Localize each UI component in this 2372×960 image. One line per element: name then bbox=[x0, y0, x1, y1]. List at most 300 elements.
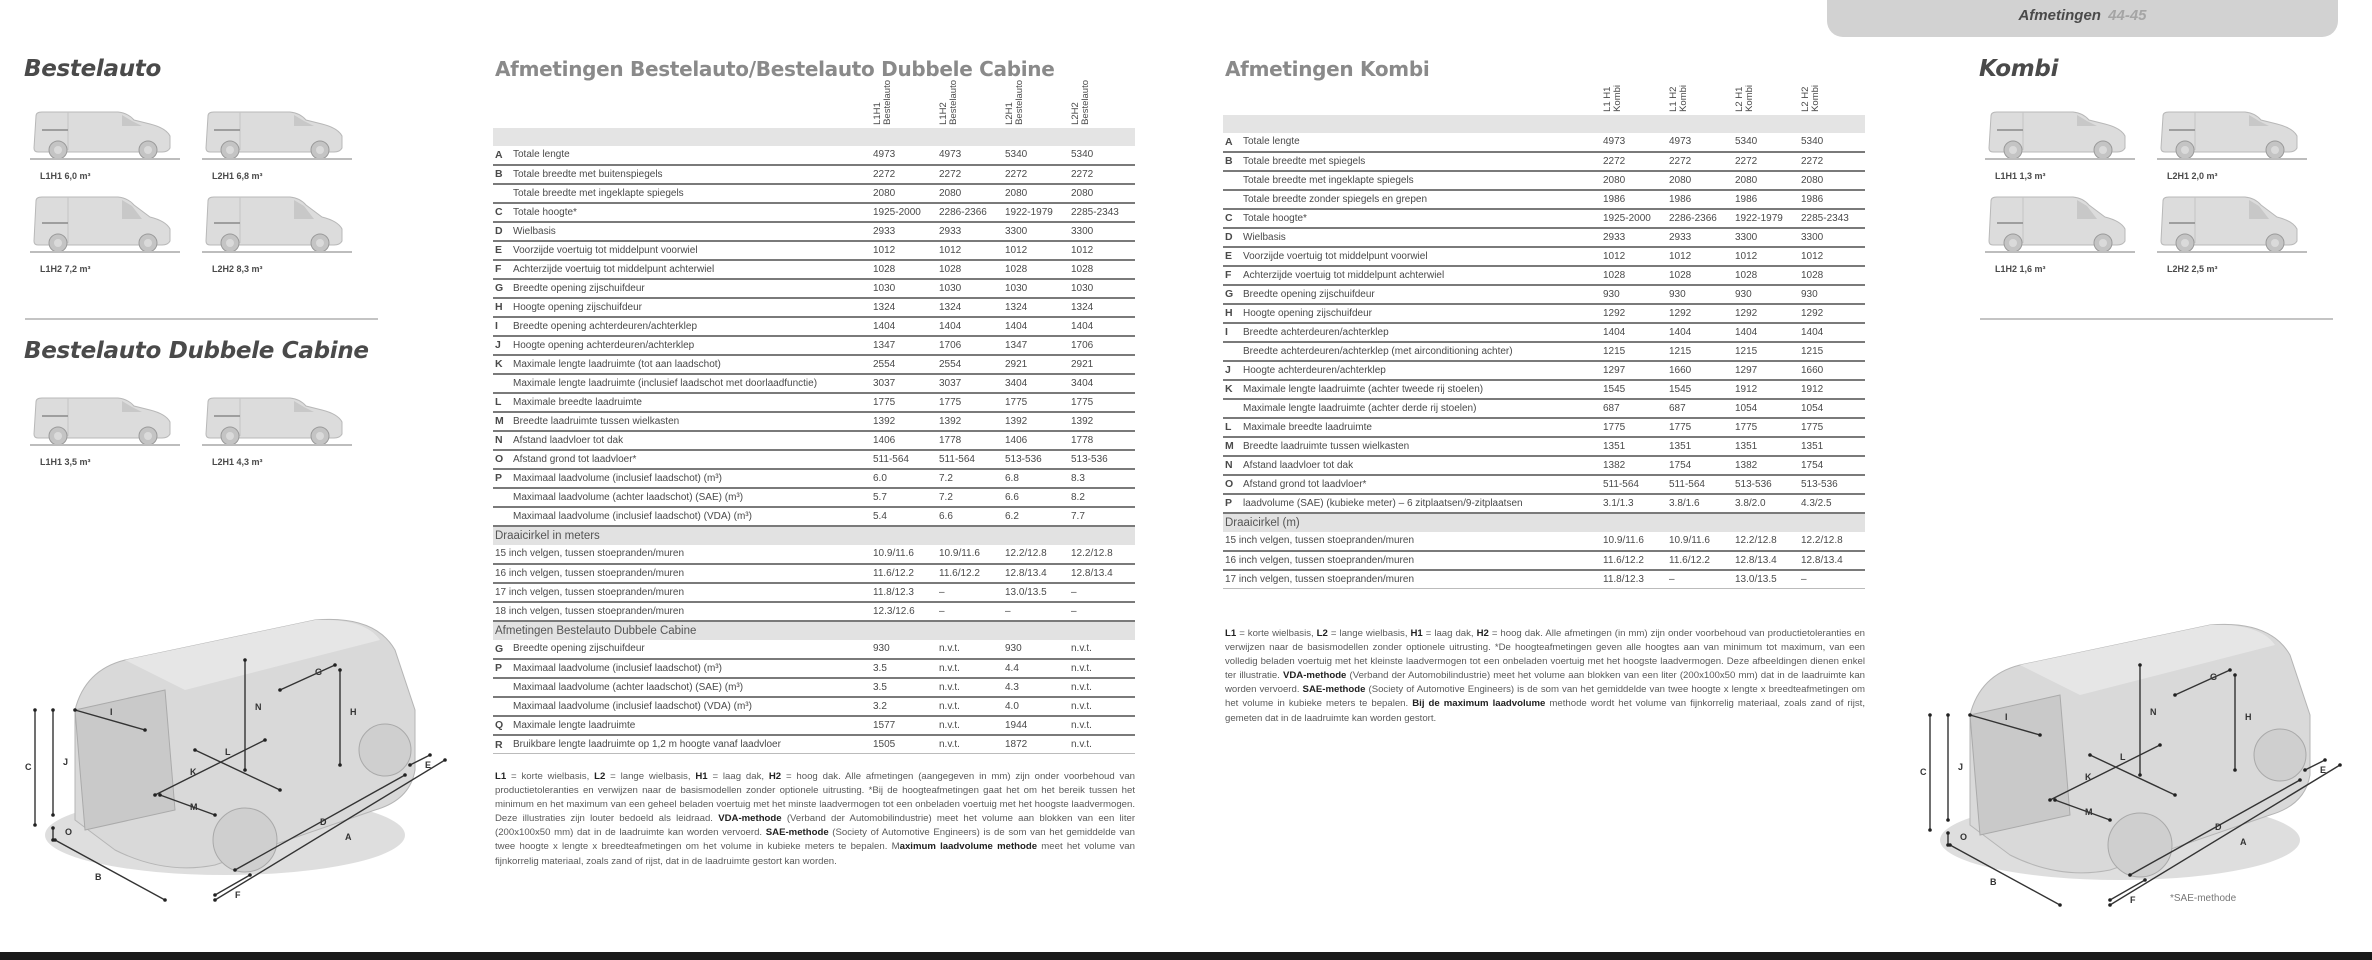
dimension-label: E bbox=[425, 760, 432, 770]
table-row bbox=[1223, 209, 1865, 228]
row-value: 1577 bbox=[871, 716, 937, 735]
row-value: 1324 bbox=[1003, 298, 1069, 317]
row-value: 11.8/12.3 bbox=[871, 583, 937, 602]
row-value: 1030 bbox=[1003, 279, 1069, 298]
row-label: Voorzijde voertuig tot middelpunt voorwiel bbox=[1241, 247, 1601, 266]
bestelauto-footnote bbox=[495, 770, 1135, 869]
table-row bbox=[1223, 380, 1865, 399]
row-value: n.v.t. bbox=[1069, 659, 1135, 678]
row-value: 3.5 bbox=[871, 659, 937, 678]
van-label: L1H1 3,5 m³ bbox=[40, 457, 91, 467]
dimension-arrow bbox=[2298, 778, 2302, 782]
row-code: Q bbox=[493, 716, 511, 735]
row-value: 930 bbox=[1733, 285, 1799, 304]
table-row bbox=[1223, 323, 1865, 342]
dimension-arrow bbox=[243, 658, 247, 662]
row-value: 1404 bbox=[1799, 323, 1865, 342]
footnote-text: = korte wielbasis, bbox=[1236, 628, 1317, 639]
row-label: Hoogte achterdeuren/achterklep bbox=[1241, 361, 1601, 380]
bestelauto-van-grid bbox=[30, 100, 372, 274]
row-value: 1775 bbox=[1069, 393, 1135, 412]
dimension-arrow bbox=[2233, 768, 2237, 772]
dimension-arrow bbox=[213, 893, 217, 897]
row-label: Totale breedte met ingeklapte spiegels bbox=[511, 184, 871, 203]
table-row bbox=[493, 640, 1135, 659]
row-value: 1351 bbox=[1799, 437, 1865, 456]
row-code: O bbox=[1223, 475, 1241, 494]
van-illustration bbox=[1985, 193, 2135, 255]
row-label: Maximale lengte laadruimte (tot aan laadschot) bbox=[511, 355, 871, 374]
row-value: 6.0 bbox=[871, 469, 937, 488]
table-row bbox=[1223, 133, 1865, 152]
van-card bbox=[202, 193, 372, 274]
dimension-arrow bbox=[2338, 763, 2342, 767]
van-hub bbox=[144, 146, 152, 154]
dimension-arrow bbox=[2138, 663, 2142, 667]
row-value: 4973 bbox=[1601, 133, 1667, 152]
row-value: 2272 bbox=[1799, 152, 1865, 171]
row-value: 1030 bbox=[937, 279, 1003, 298]
row-value: 930 bbox=[1799, 285, 1865, 304]
table-row bbox=[493, 298, 1135, 317]
dimension-arrow bbox=[443, 758, 447, 762]
row-value: n.v.t. bbox=[1069, 735, 1135, 754]
row-label: Wielbasis bbox=[511, 222, 871, 241]
dimension-arrow bbox=[2138, 773, 2142, 777]
table-row bbox=[493, 393, 1135, 412]
van-illustration bbox=[2157, 193, 2307, 255]
footnote-term: L1 bbox=[1225, 628, 1237, 639]
dimension-arrow bbox=[403, 773, 407, 777]
row-value: n.v.t. bbox=[1069, 716, 1135, 735]
row-value: 11.6/12.2 bbox=[871, 564, 937, 583]
row-value: 1054 bbox=[1799, 399, 1865, 418]
table-row bbox=[493, 184, 1135, 203]
row-code bbox=[1223, 171, 1241, 190]
row-code: J bbox=[493, 336, 511, 355]
row-code: G bbox=[493, 640, 511, 659]
row-value: 12.8/13.4 bbox=[1733, 551, 1799, 570]
dimension-arrow bbox=[143, 728, 147, 732]
row-code: O bbox=[493, 450, 511, 469]
row-value: 2272 bbox=[1733, 152, 1799, 171]
row-label: Afstand laadvloer tot dak bbox=[511, 431, 871, 450]
row-value: 2933 bbox=[1667, 228, 1733, 247]
row-label: Breedte laadruimte tussen wielkasten bbox=[511, 412, 871, 431]
row-value: 3.2 bbox=[871, 697, 937, 716]
row-label: Maximale lengte laadruimte (inclusief laadschot met doorlaadfunctie) bbox=[511, 374, 871, 393]
row-value: 3404 bbox=[1069, 374, 1135, 393]
dimension-label: M bbox=[190, 802, 198, 812]
section-divider bbox=[1980, 318, 2333, 320]
row-value: 1925-2000 bbox=[1601, 209, 1667, 228]
row-value: 1351 bbox=[1667, 437, 1733, 456]
dimension-arrow bbox=[338, 763, 342, 767]
dimension-label: N bbox=[2150, 707, 2157, 717]
dimension-arrow bbox=[33, 708, 37, 712]
row-label: Maximale lengte laadruimte bbox=[511, 716, 871, 735]
row-value: – bbox=[1799, 570, 1865, 589]
row-label: Wielbasis bbox=[1241, 228, 1601, 247]
row-value: 7.7 bbox=[1069, 507, 1135, 526]
dubbele-cabine-van-grid bbox=[30, 386, 372, 467]
row-value: 1028 bbox=[1667, 266, 1733, 285]
van-hub bbox=[2181, 146, 2189, 154]
table-row bbox=[1223, 456, 1865, 475]
row-value: 2272 bbox=[1601, 152, 1667, 171]
row-value: 1775 bbox=[1601, 418, 1667, 437]
row-label: Hoogte opening achterdeuren/achterklep bbox=[511, 336, 871, 355]
van-hub bbox=[226, 432, 234, 440]
table-row bbox=[493, 355, 1135, 374]
row-value: 1215 bbox=[1799, 342, 1865, 361]
row-value: 1012 bbox=[1799, 247, 1865, 266]
row-value: 10.9/11.6 bbox=[937, 545, 1003, 564]
dimension-arrow bbox=[333, 663, 337, 667]
table-row bbox=[1223, 437, 1865, 456]
footnote-text: methode wordt het volume van fijnkorrelig materiaal, zoals zand of rijst, gemeten dat in de laadruimte kan worden gestort. bbox=[1225, 698, 1865, 724]
row-label: 17 inch velgen, tussen stoepranden/muren bbox=[493, 583, 871, 602]
row-value: 12.2/12.8 bbox=[1003, 545, 1069, 564]
dimension-label: C bbox=[25, 762, 32, 772]
row-value: 2080 bbox=[1601, 171, 1667, 190]
dimension-arrow bbox=[33, 823, 37, 827]
row-label: Hoogte opening zijschuifdeur bbox=[511, 298, 871, 317]
row-value: 1404 bbox=[871, 317, 937, 336]
table-row bbox=[493, 165, 1135, 184]
row-value: 2921 bbox=[1069, 355, 1135, 374]
van-hub bbox=[316, 432, 324, 440]
table-row bbox=[1223, 228, 1865, 247]
dimension-arrow bbox=[233, 868, 237, 872]
van-hub bbox=[2271, 146, 2279, 154]
row-value: 8.3 bbox=[1069, 469, 1135, 488]
row-value: 1404 bbox=[1601, 323, 1667, 342]
header-page-numbers: 44-45 bbox=[2108, 7, 2147, 24]
column-header-label: L1H2 Bestelauto bbox=[938, 80, 959, 125]
table-row bbox=[1223, 190, 1865, 209]
row-value: 2921 bbox=[1003, 355, 1069, 374]
table-row bbox=[1223, 171, 1865, 190]
dimension-label: A bbox=[2240, 837, 2247, 847]
bestelauto-table-title: Afmetingen Bestelauto/Bestelauto Dubbele Cabine bbox=[495, 57, 1055, 81]
section-divider bbox=[25, 318, 378, 320]
row-value: 12.3/12.6 bbox=[871, 602, 937, 621]
table-row bbox=[493, 317, 1135, 336]
dimension-arrow bbox=[2128, 873, 2132, 877]
row-label: Maximaal laadvolume (inclusief laadschot) (m³) bbox=[511, 469, 871, 488]
footnote-text: (Verband der Automobilindustrie) meet het volume aan blokken van een liter (200x100x50 mm) dat in de laadruimte kan worden vervoerd. bbox=[495, 813, 1136, 839]
dimension-arrow bbox=[1946, 818, 1950, 822]
table-row bbox=[493, 222, 1135, 241]
row-value: 5.7 bbox=[871, 488, 937, 507]
row-value: 7.2 bbox=[937, 488, 1003, 507]
dimension-arrow bbox=[243, 768, 247, 772]
footnote-text: = korte wielbasis, bbox=[506, 771, 595, 782]
dimension-arrow bbox=[2108, 903, 2112, 907]
dimension-label: J bbox=[1958, 762, 1964, 772]
row-value: 1660 bbox=[1667, 361, 1733, 380]
dimension-label: J bbox=[63, 757, 69, 767]
kombi-table-title: Afmetingen Kombi bbox=[1225, 57, 1430, 81]
header-band bbox=[493, 128, 1135, 146]
row-label: 16 inch velgen, tussen stoepranden/muren bbox=[1223, 551, 1601, 570]
table-header-row bbox=[493, 80, 1135, 128]
row-value: 3300 bbox=[1733, 228, 1799, 247]
row-value: 4.3 bbox=[1003, 678, 1069, 697]
footnote-text: (Society of Automotive Engineers) is de som van het gemiddelde van twee hoogte x lengte x breedteafmetingen om het volume in kubieke meters te bepalen. bbox=[1225, 684, 1865, 710]
sae-method-note: *SAE-methode bbox=[2170, 893, 2237, 904]
table-row bbox=[1223, 418, 1865, 437]
van-hub bbox=[316, 146, 324, 154]
dimension-label: F bbox=[2130, 895, 2136, 905]
row-value: 1922-1979 bbox=[1733, 209, 1799, 228]
row-label: Totale hoogte* bbox=[511, 203, 871, 222]
row-value: 2080 bbox=[1003, 184, 1069, 203]
dimension-label: D bbox=[320, 817, 327, 827]
row-value: 6.6 bbox=[937, 507, 1003, 526]
row-code: E bbox=[493, 241, 511, 260]
row-value: 2080 bbox=[937, 184, 1003, 203]
dimension-line-f bbox=[2110, 880, 2145, 900]
dimension-arrow bbox=[51, 813, 55, 817]
table-row bbox=[493, 450, 1135, 469]
row-value: 511-564 bbox=[1667, 475, 1733, 494]
row-value: 1778 bbox=[1069, 431, 1135, 450]
row-value: 1351 bbox=[1601, 437, 1667, 456]
dimension-arrow bbox=[1928, 828, 1932, 832]
footnote-text: = laag dak, bbox=[707, 771, 769, 782]
row-value: 513-536 bbox=[1069, 450, 1135, 469]
row-value: 2080 bbox=[1667, 171, 1733, 190]
table-row bbox=[1223, 285, 1865, 304]
row-label: Maximale lengte laadruimte (achter derde rij stoelen) bbox=[1241, 399, 1601, 418]
row-value: 11.6/12.2 bbox=[1667, 551, 1733, 570]
row-value: 1545 bbox=[1667, 380, 1733, 399]
row-code: C bbox=[1223, 209, 1241, 228]
row-code: M bbox=[493, 412, 511, 431]
table-row bbox=[493, 336, 1135, 355]
van-illustration bbox=[1985, 100, 2135, 162]
row-code: B bbox=[1223, 152, 1241, 171]
row-value: 1706 bbox=[1069, 336, 1135, 355]
row-value: 1392 bbox=[1069, 412, 1135, 431]
row-value: 1912 bbox=[1799, 380, 1865, 399]
dimension-label: D bbox=[2215, 822, 2222, 832]
dimension-arrow bbox=[2143, 878, 2147, 882]
van-hub bbox=[54, 432, 62, 440]
row-label: Maximaal laadvolume (achter laadschot) (SAE) (m³) bbox=[511, 488, 871, 507]
row-value: 4973 bbox=[937, 146, 1003, 165]
dimension-label: L bbox=[2120, 752, 2126, 762]
row-value: n.v.t. bbox=[937, 640, 1003, 659]
row-code bbox=[1223, 342, 1241, 361]
row-code bbox=[493, 678, 511, 697]
table-row bbox=[1223, 247, 1865, 266]
row-value: 1012 bbox=[1601, 247, 1667, 266]
row-code: K bbox=[493, 355, 511, 374]
table-row bbox=[493, 583, 1135, 602]
van-card bbox=[202, 100, 372, 181]
row-label: Breedte opening zijschuifdeur bbox=[511, 640, 871, 659]
kombi-title: Kombi bbox=[1979, 56, 2059, 82]
footnote-term: Bij de maximum laadvolume bbox=[1412, 698, 1546, 710]
dubbele-cabine-title: Bestelauto Dubbele Cabine bbox=[24, 338, 369, 364]
dimension-label: M bbox=[2085, 807, 2093, 817]
row-value: 1404 bbox=[1003, 317, 1069, 336]
row-code: R bbox=[493, 735, 511, 754]
van-illustration bbox=[202, 100, 352, 162]
row-value: 4.3/2.5 bbox=[1799, 494, 1865, 513]
row-value: 1944 bbox=[1003, 716, 1069, 735]
row-value: 3.1/1.3 bbox=[1601, 494, 1667, 513]
row-value: 5340 bbox=[1733, 133, 1799, 152]
dimension-label: H bbox=[350, 707, 357, 717]
dimension-line-f bbox=[215, 875, 250, 895]
row-value: 1292 bbox=[1601, 304, 1667, 323]
column-header bbox=[937, 80, 1003, 128]
dimension-arrow bbox=[2323, 758, 2327, 762]
row-value: 13.0/13.5 bbox=[1003, 583, 1069, 602]
van-hub bbox=[2099, 239, 2107, 247]
row-value: 513-536 bbox=[1799, 475, 1865, 494]
row-value: n.v.t. bbox=[937, 678, 1003, 697]
row-value: 1406 bbox=[1003, 431, 1069, 450]
van-illustration bbox=[2157, 100, 2307, 162]
table-row bbox=[1223, 361, 1865, 380]
row-value: 1404 bbox=[1733, 323, 1799, 342]
row-code: G bbox=[493, 279, 511, 298]
row-value: 1986 bbox=[1733, 190, 1799, 209]
row-value: 2272 bbox=[871, 165, 937, 184]
van-dimension-diagram bbox=[15, 600, 460, 920]
table-row bbox=[493, 659, 1135, 678]
page-header-tab bbox=[1827, 0, 2338, 37]
dimension-label: F bbox=[235, 890, 241, 900]
row-value: 1028 bbox=[1003, 260, 1069, 279]
van-hub bbox=[2009, 146, 2017, 154]
row-label: Achterzijde voertuig tot middelpunt achterwiel bbox=[1241, 266, 1601, 285]
table-row bbox=[1223, 152, 1865, 171]
row-code: D bbox=[493, 222, 511, 241]
row-value: 1012 bbox=[871, 241, 937, 260]
header-band bbox=[1223, 115, 1865, 133]
bottom-bar bbox=[0, 952, 2372, 960]
kombi-dimension-diagram bbox=[1910, 605, 2355, 925]
row-value: 12.8/13.4 bbox=[1003, 564, 1069, 583]
row-value: 5340 bbox=[1069, 146, 1135, 165]
row-value: 2080 bbox=[1069, 184, 1135, 203]
row-value: 1351 bbox=[1733, 437, 1799, 456]
row-code bbox=[493, 488, 511, 507]
row-value: 1012 bbox=[1069, 241, 1135, 260]
row-code: H bbox=[1223, 304, 1241, 323]
column-header-label: L1 H2 Kombi bbox=[1668, 84, 1689, 112]
row-value: 1754 bbox=[1799, 456, 1865, 475]
dimension-label: L bbox=[225, 747, 231, 757]
column-header-label: L1H1 Bestelauto bbox=[872, 80, 893, 125]
row-value: 1028 bbox=[871, 260, 937, 279]
row-value: 1404 bbox=[1667, 323, 1733, 342]
dimension-label: K bbox=[190, 767, 197, 777]
table-row bbox=[493, 735, 1135, 754]
van-card bbox=[1985, 100, 2155, 181]
row-value: 2933 bbox=[871, 222, 937, 241]
row-value: 1872 bbox=[1003, 735, 1069, 754]
dimension-arrow bbox=[2233, 673, 2237, 677]
van-label: L2H1 6,8 m³ bbox=[212, 171, 263, 181]
row-value: 6.6 bbox=[1003, 488, 1069, 507]
row-label: 16 inch velgen, tussen stoepranden/muren bbox=[493, 564, 871, 583]
row-value: 1406 bbox=[871, 431, 937, 450]
column-header-label: L2H1 Bestelauto bbox=[1004, 80, 1025, 125]
row-code: P bbox=[493, 659, 511, 678]
footnote-term: L1 bbox=[495, 771, 507, 782]
row-code: C bbox=[493, 203, 511, 222]
row-label: Breedte laadruimte tussen wielkasten bbox=[1241, 437, 1601, 456]
row-value: 1925-2000 bbox=[871, 203, 937, 222]
row-value: 3.8/2.0 bbox=[1733, 494, 1799, 513]
table-row bbox=[493, 564, 1135, 583]
row-value: 2080 bbox=[1799, 171, 1865, 190]
row-value: 1392 bbox=[871, 412, 937, 431]
van-hub bbox=[144, 239, 152, 247]
dimension-arrow bbox=[153, 793, 157, 797]
van-hub bbox=[2181, 239, 2189, 247]
dimension-label: E bbox=[2320, 765, 2327, 775]
dimension-arrow bbox=[2088, 753, 2092, 757]
dimension-label: I bbox=[2005, 712, 2008, 722]
row-value: 1292 bbox=[1799, 304, 1865, 323]
footnote-term: H2 bbox=[1476, 628, 1489, 639]
row-code: I bbox=[1223, 323, 1241, 342]
column-header-label: L1 H1 Kombi bbox=[1602, 84, 1623, 112]
column-header bbox=[1069, 80, 1135, 128]
row-value: 1028 bbox=[1069, 260, 1135, 279]
bestelauto-spec-table bbox=[493, 80, 1135, 754]
van-hub bbox=[54, 146, 62, 154]
table-row bbox=[493, 716, 1135, 735]
van-label: L1H2 7,2 m³ bbox=[40, 264, 91, 274]
table-row bbox=[493, 146, 1135, 165]
row-value: 2080 bbox=[1733, 171, 1799, 190]
row-value: 3037 bbox=[871, 374, 937, 393]
van-label: L2H1 2,0 m³ bbox=[2167, 171, 2218, 181]
dimension-arrow bbox=[51, 826, 55, 830]
row-label: Breedte opening zijschuifdeur bbox=[1241, 285, 1601, 304]
row-label: Breedte achterdeuren/achterklep (met airconditioning achter) bbox=[1241, 342, 1601, 361]
row-value: 1215 bbox=[1667, 342, 1733, 361]
row-value: 3.5 bbox=[871, 678, 937, 697]
table-row bbox=[493, 697, 1135, 716]
row-value: 3300 bbox=[1799, 228, 1865, 247]
row-value: n.v.t. bbox=[937, 735, 1003, 754]
row-label: 15 inch velgen, tussen stoepranden/muren bbox=[493, 545, 871, 564]
column-header-label: L2 H1 Kombi bbox=[1734, 84, 1755, 112]
row-value: 511-564 bbox=[937, 450, 1003, 469]
row-value: n.v.t. bbox=[1069, 678, 1135, 697]
row-code: E bbox=[1223, 247, 1241, 266]
row-value: – bbox=[937, 602, 1003, 621]
row-value: 1324 bbox=[871, 298, 937, 317]
row-value: 1382 bbox=[1601, 456, 1667, 475]
van-hub bbox=[316, 239, 324, 247]
row-value: 513-536 bbox=[1733, 475, 1799, 494]
van-card bbox=[2157, 193, 2327, 274]
dimension-label: I bbox=[110, 707, 113, 717]
row-label: Hoogte opening zijschuifdeur bbox=[1241, 304, 1601, 323]
row-code bbox=[493, 374, 511, 393]
